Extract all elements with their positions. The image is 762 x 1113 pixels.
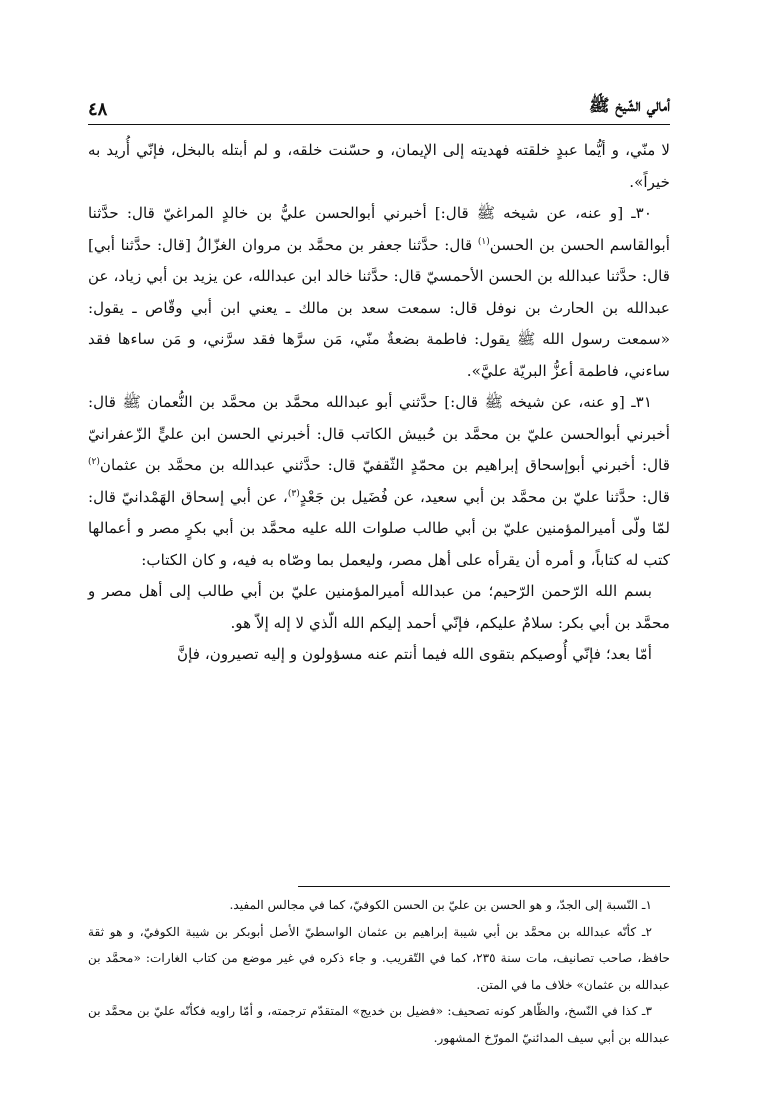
hadith-30 <box>88 198 670 387</box>
footnotes <box>88 892 670 1051</box>
page-header <box>88 92 670 125</box>
hadith-31-text-cont: قال: حدَّثنا عليّ بن محمَّد بن أبي سعيد، عن فُضَيل بن جَعْدٍ <box>299 487 670 506</box>
hadith-30-text: ٣٠ـ [و عنه، عن شيخه ﷺ قال:] أخبرني أبوالحسن عليُّ بن خالدٍ المراغيّ قال: حدَّثنا أبوالقاسم الحسن بن الحسن <box>88 204 671 254</box>
letter-body: أمّا بعد؛ فإنّي أُوصيكم بتقوى الله فيما أنتم عنه مسؤولون و إليه تصيرون، فإنَّ <box>176 645 652 663</box>
hadith-31-text: ٣١ـ [و عنه، عن شيخه ﷺ قال:] حدَّثني أبو عبدالله محمَّد بن محمَّد بن النُّعمان ﷺ قال: أخبرني أبوالحسن عليّ بن محمَّد بن حُبيش الكاتب قال: أخبرني الحسن ابن عليٍّ الزّعفرانيّ قال: أخبرني أبوإسحاق إبراهيم بن محمّدٍ الثّقفيّ قال: حدَّثني عبدالله بن محمَّد بن عثمان <box>88 393 670 474</box>
footnote-ref-3: (٣) <box>287 488 300 499</box>
hadith-30-text-cont: قال: حدَّثنا جعفر بن محمَّد بن مروان الغزّالُ [قال: حدَّثنا أبي] قال: حدَّثنا عبدالله بن الحسن الأحمسيّ قال: حدَّثنا خالد ابن عبدالله، عن يزيد بن أبي زياد، عن عبدالله بن الحارث بن نوفل قال: سمعت سعد بن مالك ـ يعني ابن أبي وقّاص ـ يقول: «سمعت رسول الله ﷺ يقول: فاطمة بضعةٌ منّي، مَن سرَّها فقد سرَّني، و مَن ساءها فقد ساءني، فاطمة أعزُّ البريّة عليَّ». <box>88 235 670 380</box>
paragraph-continuation: لا منّي، و أيُّما عبدٍ خلقته فهديته إلى الإيمان، و حسّنت خلقه، و لم أبتله بالبخل، فإنّي أُريد به خيراً». <box>88 141 670 191</box>
hadith-31-text-end: ، عن أبي إسحاق الهَمْدانيّ قال: لمّا ولّى أميرالمؤمنين عليّ بن أبي طالب صلوات الله عليه محمَّد بن أبي بكرٍ مصر و أعمالها كتب له كتاباً، و أمره أن يقرأه على أهل مصر، وليعمل بما وصّاه به فيه، و كان الكتاب: <box>88 487 670 569</box>
footnote-divider <box>298 886 670 887</box>
footnote-2: ٢ـ كأنّه عبدالله بن محمَّد بن أبي شيبة إبراهيم بن عثمان الواسطيّ الأصل أبوبكر بن شيبة الكوفيّ، و هو ثقة حافظ، صاحب تصانيف، مات سنة ٢٣٥، كما في التّقريب. و جاء ذكره في غير موضع من كتاب الغارات: «محمَّد بن عبدالله بن عثمان» خلاف ما في المتن. <box>88 924 670 992</box>
letter-opening: بسم الله الرّحمن الرّحيم؛ من عبدالله أميرالمؤمنين عليّ بن أبي طالب إلى أهل مصر و محمَّد بن أبي بكر: سلامٌ عليكم، فإنّي أحمد إليكم الله الّذي لا إله إلاّ هو. <box>88 582 670 632</box>
main-text <box>88 135 670 671</box>
book-page <box>88 92 671 1045</box>
footnote-1: ١ـ النّسبة إلى الجدّ، و هو الحسن بن عليّ بن الحسن الكوفيّ، كما في مجالس المفيد. <box>229 898 652 912</box>
footnote-3: ٣ـ كذا في النّسخ، والظّاهر كونه تصحيف: «فضيل بن خديج» المتقدّم ترجمته، و أمّا راويه فكأنّه عليّ بن محمَّد بن عبدالله بن أبي سيف المدائنيّ المورّخ المشهور. <box>88 1004 670 1045</box>
footnote-ref-2: (٢) <box>88 456 100 467</box>
page-number: ٤٨ <box>88 99 108 120</box>
hadith-31 <box>88 387 670 576</box>
running-title: أمالي الشّيخ ﷺ <box>588 96 670 116</box>
footnote-ref-1: (١) <box>477 236 490 247</box>
